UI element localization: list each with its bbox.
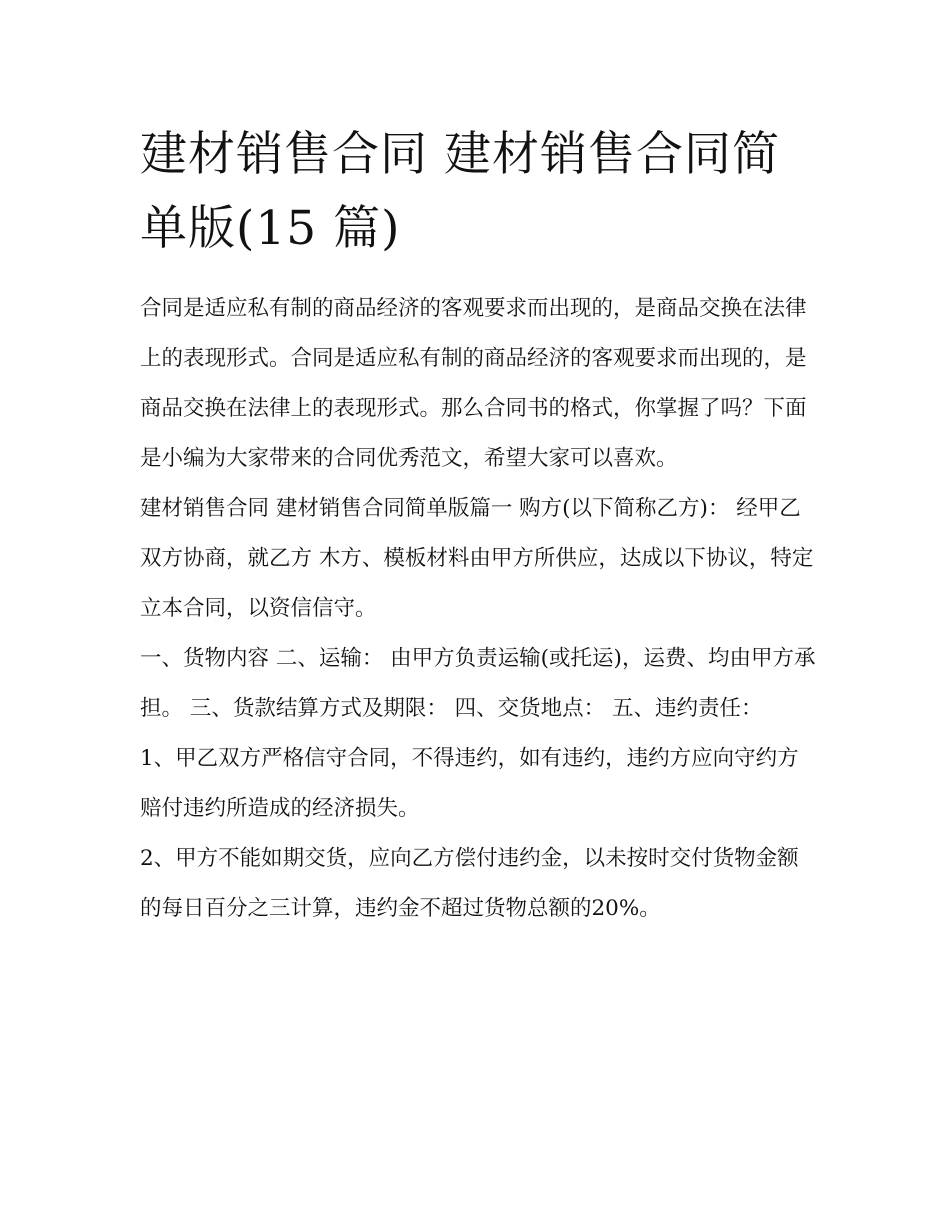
title-line-2: 单版(15 篇) [140, 201, 401, 256]
document-body [140, 284, 816, 934]
paragraph-clause-1: 1、甲乙双方严格信守合同，不得违约，如有违约，违约方应向守约方赔付违约所造成的经济损失。 [140, 746, 799, 821]
paragraph-intro: 合同是适应私有制的商品经济的客观要求而出现的，是商品交换在法律上的表现形式。合同是适应私有制的商品经济的客观要求而出现的，是商品交换在法律上的表现形式。那么合同书的格式，你掌握了吗？下面是小编为大家带来的合同优秀范文，希望大家可以喜欢。 [140, 296, 807, 471]
document-title [140, 118, 816, 266]
document-content [140, 118, 816, 934]
paragraph-terms: 一、货物内容 二、运输： 由甲方负责运输(或托运)，运费、均由甲方承担。 三、货款结算方式及期限： 四、交货地点： 五、违约责任： [140, 646, 816, 721]
paragraph-clause-2: 2、甲方不能如期交货，应向乙方偿付违约金，以未按时交付货物金额的每日百分之三计算，违约金不超过货物总额的20%。 [140, 846, 799, 921]
paragraph-parties: 建材销售合同 建材销售合同简单版篇一 购方(以下简称乙方)： 经甲乙双方协商，就乙方 木方、模板材料由甲方所供应，达成以下协议，特定立本合同，以资信信守。 [140, 496, 814, 621]
title-line-1: 建材销售合同 建材销售合同简 [140, 127, 780, 182]
